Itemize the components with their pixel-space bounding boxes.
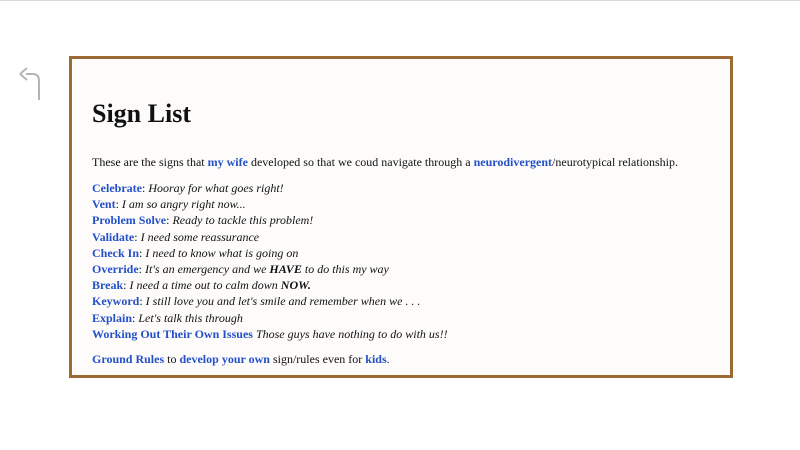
page-title: Sign List xyxy=(92,99,191,128)
sign-desc: I need a time out to calm down NOW. xyxy=(129,278,311,293)
ground-rules-link[interactable]: Ground Rules xyxy=(92,352,165,367)
sign-item-vent: Vent: I am so angry right now... xyxy=(92,197,246,212)
sign-list-card xyxy=(69,56,733,378)
sign-desc: It's an emergency and we HAVE to do this my way xyxy=(145,262,389,277)
sign-term-override[interactable]: Override xyxy=(92,262,139,277)
sign-item-explain: Explain: Let's talk this through xyxy=(92,310,243,325)
sign-desc: Let's talk this through xyxy=(138,310,243,325)
neurodivergent-link[interactable]: neurodivergent xyxy=(473,155,553,169)
intro-text-before: These are the signs that xyxy=(92,155,208,169)
sign-list xyxy=(92,180,710,342)
sign-desc: Those guys have nothing to do with us!! xyxy=(255,326,448,341)
sign-desc: I need to know what is going on xyxy=(145,245,299,260)
footer-paragraph: Ground Rules to develop your own sign/rules even for kids. xyxy=(92,352,390,367)
sign-term-explain[interactable]: Explain xyxy=(92,310,133,325)
my-wife-link[interactable]: my wife xyxy=(207,155,248,169)
sign-item-override: Override: It's an emergency and we HAVE to do this my way xyxy=(92,262,389,277)
sign-term-break[interactable]: Break xyxy=(92,278,124,293)
sign-item-validate: Validate: I need some reassurance xyxy=(92,229,260,244)
sign-desc: I still love you and let's smile and remember when we . . . xyxy=(145,294,421,309)
kids-link[interactable]: kids xyxy=(365,352,387,367)
sign-item-check-in: Check In: I need to know what is going on xyxy=(92,245,299,260)
card-content xyxy=(92,99,710,367)
back-arrow-icon[interactable] xyxy=(17,64,45,104)
sign-term-keyword[interactable]: Keyword xyxy=(92,294,140,309)
sign-term-check-in[interactable]: Check In xyxy=(92,245,140,260)
sign-item-break: Break: I need a time out to calm down NOW. xyxy=(92,278,311,293)
sign-item-keyword: Keyword: I still love you and let's smile and remember when we . . . xyxy=(92,294,421,309)
sign-term-validate[interactable]: Validate xyxy=(92,229,135,244)
sign-desc: Hooray for what goes right! xyxy=(148,181,284,195)
sign-item-working-out xyxy=(92,326,710,342)
sign-term-problem-solve[interactable]: Problem Solve xyxy=(92,213,167,228)
intro-text-after: /neurotypical relationship. xyxy=(552,155,678,169)
intro-paragraph xyxy=(92,154,710,170)
sign-item-problem-solve: Problem Solve: Ready to tackle this problem! xyxy=(92,213,314,228)
sign-term-vent[interactable]: Vent xyxy=(92,197,116,212)
sign-term-celebrate[interactable]: Celebrate xyxy=(92,181,142,195)
sign-item-celebrate: Celebrate: Hooray for what goes right! xyxy=(92,181,284,195)
sign-term-working-out[interactable]: Working Out Their Own Issues xyxy=(92,326,253,341)
sign-desc: I am so angry right now... xyxy=(121,197,246,212)
develop-your-own-link[interactable]: develop your own xyxy=(179,352,270,367)
top-divider xyxy=(0,0,800,1)
sign-desc: I need some reassurance xyxy=(140,229,260,244)
sign-desc: Ready to tackle this problem! xyxy=(172,213,314,228)
intro-text-middle: developed so that we coud navigate through a xyxy=(247,155,474,169)
